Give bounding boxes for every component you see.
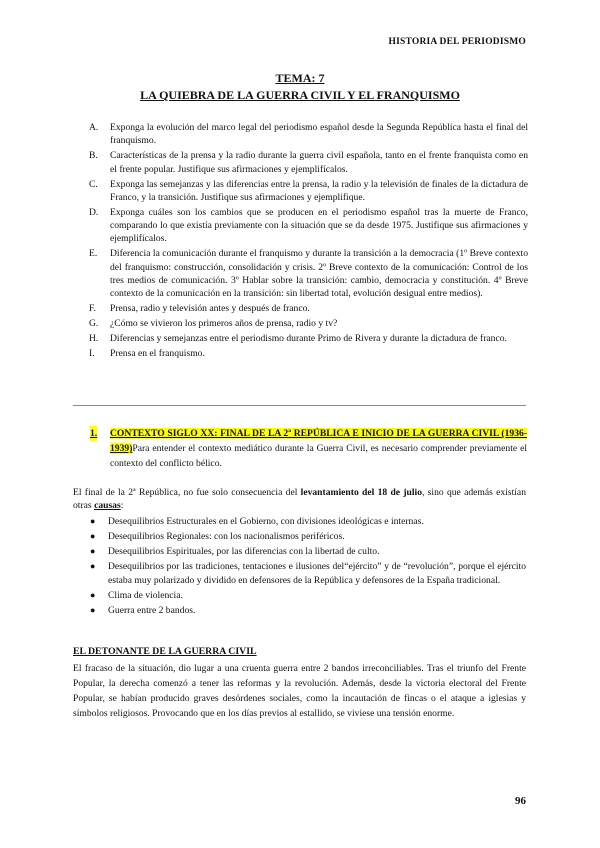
bullet-icon: ●	[90, 546, 96, 556]
question-text: Diferencia la comunicación durante el franquismo y durante la transición a la democracia (1º Breve contexto del franquismo: construcción, consolidación y crisis. 2º Breve contexto de la comunicación: Control de los tres medios de comunicación. 3º Hablar sobre la transición: cambio, democracia y constitución. 4º Breve contexto de la comunicación en la transición: sin libertad total, evolución desigual entre medios).	[110, 248, 528, 299]
question-text: Características de la prensa y la radio durante la guerra civil española, tanto en el frente franquista como en el frente popular. Justifique sus afirmaciones y ejemplifícalos.	[110, 150, 528, 175]
question-letter: F.	[89, 303, 96, 315]
cause-text: Desequilibrios Estructurales en el Gobierno, con divisiones ideológicas e internas.	[108, 516, 424, 527]
question-letter: D.	[89, 206, 99, 218]
question-item	[89, 206, 528, 246]
bullet-icon: ●	[90, 604, 96, 615]
bullet-icon: ●	[90, 531, 96, 541]
causes-paragraph	[73, 486, 526, 513]
cause-text: Guerra entre 2 bandos.	[108, 604, 196, 616]
question-letter: B.	[89, 150, 98, 162]
topic-number: TEMA: 7	[275, 71, 325, 85]
question-item	[89, 317, 528, 330]
question-item	[89, 302, 528, 315]
bullet-icon: ●	[90, 561, 96, 571]
para-text-2: , sino que además existían otras	[73, 487, 526, 512]
question-list	[89, 121, 528, 362]
cause-item	[90, 589, 526, 603]
question-letter: I.	[89, 348, 95, 360]
question-text: Prensa en el franquismo.	[110, 348, 205, 360]
question-item	[89, 121, 528, 147]
question-text: Exponga cuáles son los cambios que se producen en el periodismo español tras la muerte de Franco, comparando lo que existía previamente con la situación que se da desde 1975. Justifique sus afirmaciones y ejemplifícalos.	[110, 206, 528, 245]
bullet-icon: ●	[90, 589, 96, 600]
question-text: ¿Cómo se vivieron los primeros años de prensa, radio y tv?	[110, 318, 338, 330]
cause-text: Desequilibrios Espirituales, por las diferencias con la libertad de culto.	[108, 546, 380, 557]
detonator-paragraph: El fracaso de la situación, dio lugar a una cruenta guerra entre 2 bandos irreconciliables. Tras el triunfo del Frente Popular, la derecha comenzó a tener las reformas y la revolución. Además, desde la victoria electoral del Frente Popular, se habían producido graves desórdenes sociales, como la incautación de fincas o el ataque a iglesias y símbolos religiosos. Provocando que en los días previos al estallido, se viviese una tensión enorme.	[73, 663, 526, 719]
question-text: Exponga la evolución del marco legal del periodismo español desde la Segunda República hasta el final del franquismo.	[110, 122, 528, 147]
question-item	[89, 247, 528, 300]
question-item	[89, 149, 528, 175]
cause-item	[90, 545, 526, 559]
section-number: 1.	[90, 426, 97, 441]
section-1	[90, 426, 527, 472]
question-item	[89, 178, 528, 204]
cause-item	[90, 560, 526, 587]
causes-word: causas	[94, 500, 121, 512]
bullet-icon: ●	[90, 516, 96, 526]
subheading: EL DETONANTE DE LA GUERRA CIVIL	[73, 646, 257, 657]
para-text-1: El final de la 2ª República, no fue solo consecuencia del	[73, 487, 301, 498]
page-number: 96	[515, 795, 526, 807]
question-text: Prensa, radio y televisión antes y después de franco.	[110, 303, 310, 315]
horizontal-divider	[73, 405, 526, 406]
running-header: HISTORIA DEL PERIODISMO	[388, 37, 526, 47]
question-text: Exponga las semejanzas y las diferencias entre la prensa, la radio y la televisión de finales de la dictadura de Franco, y la transición. Justifique sus afirmaciones y ejemplifique.	[110, 178, 528, 203]
causes-list	[90, 515, 526, 619]
cause-text: Desequilibrios Regionales: con los nacionalismos periféricos.	[108, 531, 345, 542]
section-1-body	[110, 426, 527, 472]
question-letter: A.	[89, 122, 99, 133]
section-intro: Para entender el contexto mediático durante la Guerra Civil, es necesario comprender previamente el contexto del conflicto bélico.	[110, 443, 527, 470]
question-letter: E.	[89, 248, 98, 260]
cause-text: Desequilibrios por las tradiciones, tentaciones e ilusiones del“ejército” y de “revolución”, porque el ejército estaba muy polarizado y dividido en defensores de la República y defensores de la España tradicional.	[108, 561, 526, 586]
question-letter: C.	[89, 178, 98, 190]
cause-text: Clima de violencia.	[108, 589, 183, 601]
question-letter: H.	[89, 333, 99, 345]
cause-item	[90, 604, 526, 618]
topic-title: LA QUIEBRA DE LA GUERRA CIVIL Y EL FRANQUISMO	[140, 88, 460, 102]
question-item	[89, 332, 528, 345]
para-text-3: :	[120, 500, 124, 512]
question-text: Diferencias y semejanzas entre el periodismo durante Primo de Rivera y durante la dictadura de franco.	[110, 333, 507, 345]
question-letter: G.	[89, 318, 99, 330]
cause-item	[90, 530, 526, 544]
section-heading: CONTEXTO SIGLO XX: FINAL DE LA 2ª REPÚBLICA E INICIO DE LA GUERRA CIVIL (1936-1939)	[110, 428, 527, 455]
cause-item	[90, 515, 526, 529]
question-item	[89, 347, 528, 360]
bold-uprising: levantamiento del 18 de julio	[300, 487, 422, 498]
